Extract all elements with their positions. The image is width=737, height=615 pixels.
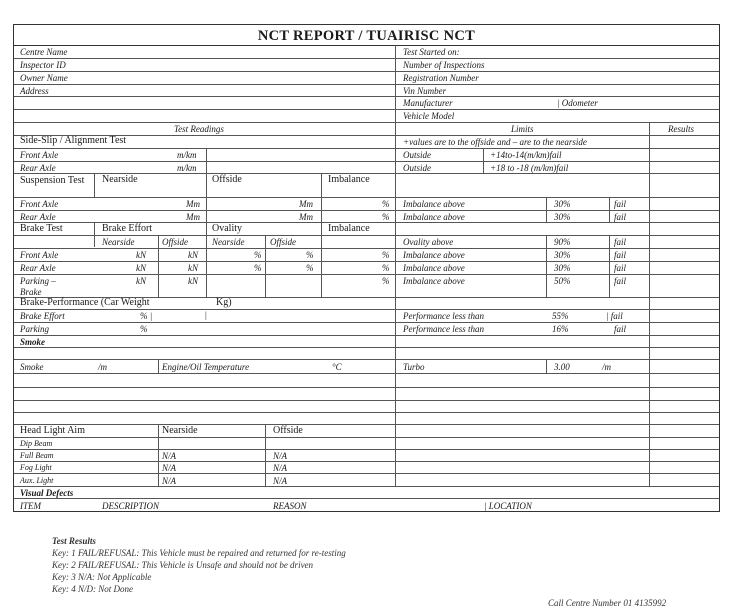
- aux-light-offside: N/A: [273, 476, 288, 486]
- key-3: Key: 3 N/A: Not Applicable: [52, 572, 152, 582]
- ovality-limit: Ovality above: [403, 237, 454, 247]
- perf-parking-result: fail: [614, 324, 627, 334]
- brake-imbalance-header: Imbalance: [328, 223, 370, 234]
- test-results-heading: Test Results: [52, 536, 96, 546]
- engine-temp-label: Engine/Oil Temperature: [162, 362, 250, 372]
- rule: [14, 322, 719, 323]
- aux-light-nearside: N/A: [162, 476, 177, 486]
- perf-parking-label: Parking: [20, 324, 49, 334]
- rule: [14, 373, 719, 374]
- brake-rear-limit: Imbalance above: [403, 263, 465, 273]
- column-divider: [483, 148, 484, 173]
- brake-front-e2: kN: [188, 250, 198, 260]
- perf-brake-effort-result: | fail: [606, 311, 623, 321]
- fog-light-nearside: N/A: [162, 463, 177, 473]
- suspension-rear-result: fail: [614, 212, 627, 222]
- brake-ovality-offside: Offside: [270, 237, 296, 247]
- suspension-front-label: Front Axle: [20, 199, 59, 209]
- side-slip-title: Side-Slip / Alignment Test: [20, 135, 127, 146]
- visual-description-header: DESCRIPTION: [102, 501, 159, 511]
- key-1: Key: 1 FAIL/REFUSAL: This Vehicle must be repaired and returned for re-testing: [52, 548, 346, 558]
- brake-front-e1: kN: [136, 250, 146, 260]
- key-4: Key: 4 N/D: Not Done: [52, 584, 133, 594]
- full-beam-nearside: N/A: [162, 451, 177, 461]
- column-divider: [94, 222, 95, 247]
- brake-front-limit: Imbalance above: [403, 250, 465, 260]
- inspector-id-label: Inspector ID: [20, 60, 66, 70]
- rule: [14, 161, 719, 162]
- brake-effort-nearside: Nearside: [102, 237, 135, 247]
- brake-front-result: fail: [614, 250, 627, 260]
- rule: [14, 109, 719, 110]
- turbo-label: Turbo: [403, 362, 425, 372]
- suspension-offside: Offside: [212, 174, 242, 185]
- side-slip-rear-unit: m/km: [177, 163, 197, 173]
- column-divider: [321, 222, 322, 297]
- side-slip-front-label: Front Axle: [20, 150, 59, 160]
- column-divider: [395, 45, 396, 486]
- call-centre-number: Call Centre Number 01 4135992: [548, 598, 667, 608]
- rule: [14, 400, 719, 401]
- suspension-nearside: Nearside: [102, 174, 138, 185]
- full-beam-offside: N/A: [273, 451, 288, 461]
- perf-parking-value: 16%: [552, 324, 569, 334]
- side-slip-rear-value: +18 to -18 (m/km)fail: [490, 163, 569, 173]
- suspension-rear-unit-n: Mm: [186, 212, 200, 222]
- full-beam-label: Full Beam: [20, 451, 54, 460]
- side-slip-rear-limit: Outside: [403, 163, 431, 173]
- dip-beam-label: Dip Beam: [20, 439, 53, 448]
- perf-brake-effort-label: Brake Effort: [20, 311, 65, 321]
- column-divider: [649, 122, 650, 486]
- brake-parking-label: Parking –: [20, 276, 56, 286]
- rule: [14, 58, 719, 59]
- registration-label: Registration Number: [403, 73, 479, 83]
- turbo-value: 3.00: [554, 362, 570, 372]
- suspension-imbalance: Imbalance: [328, 174, 370, 185]
- rule: [14, 449, 719, 450]
- manufacturer-label: Manufacturer: [403, 98, 453, 108]
- test-readings-header: Test Readings: [174, 124, 224, 134]
- brake-front-label: Front Axle: [20, 250, 59, 260]
- suspension-front-limit: Imbalance above: [403, 199, 465, 209]
- limits-header: Limits: [511, 124, 534, 134]
- side-slip-note: +values are to the offside and – are to the nearside: [403, 137, 587, 147]
- performance-kg: Kg): [216, 297, 232, 308]
- visual-item-header: ITEM: [20, 501, 41, 511]
- brake-parking-label-2: Brake: [20, 287, 42, 297]
- headlight-title: Head Light Aim: [20, 425, 85, 436]
- column-divider: [609, 197, 610, 222]
- suspension-front-unit-i: %: [382, 199, 390, 209]
- rule: [14, 71, 719, 72]
- odometer-label: | Odometer: [557, 98, 598, 108]
- rule: [14, 148, 719, 149]
- column-divider: [158, 235, 159, 297]
- column-divider: [158, 359, 159, 373]
- brake-rear-e2: kN: [188, 263, 198, 273]
- brake-front-value: 30%: [554, 250, 571, 260]
- column-divider: [546, 359, 547, 373]
- suspension-rear-value: 30%: [554, 212, 571, 222]
- headlight-offside: Offside: [273, 425, 303, 436]
- rule: [14, 437, 719, 438]
- suspension-rear-limit: Imbalance above: [403, 212, 465, 222]
- brake-front-o1: %: [254, 250, 262, 260]
- column-divider: [206, 173, 207, 222]
- fog-light-label: Fog Light: [20, 463, 52, 472]
- column-divider: [158, 424, 159, 486]
- brake-ovality-header: Ovality: [212, 223, 242, 234]
- rule: [14, 473, 719, 474]
- brake-rear-imb: %: [382, 263, 390, 273]
- results-header: Results: [668, 124, 694, 134]
- owner-name-label: Owner Name: [20, 73, 68, 83]
- visual-location-header: | LOCATION: [484, 501, 532, 511]
- visual-defects-title: Visual Defects: [20, 488, 74, 498]
- brake-front-imb: %: [382, 250, 390, 260]
- test-started-label: Test Started on:: [403, 47, 460, 57]
- perf-parking-unit: %: [140, 324, 148, 334]
- rule: [14, 486, 719, 487]
- rule: [14, 248, 719, 249]
- brake-parking-limit: Imbalance above: [403, 276, 465, 286]
- turbo-unit: /m: [602, 362, 611, 372]
- column-divider: [206, 222, 207, 297]
- address-label: Address: [20, 86, 49, 96]
- column-divider: [546, 235, 547, 297]
- brake-test-title: Brake Test: [20, 223, 63, 234]
- rule: [14, 122, 719, 123]
- brake-rear-o2: %: [306, 263, 314, 273]
- inspections-label: Number of Inspections: [403, 60, 485, 70]
- brake-parking-value: 50%: [554, 276, 571, 286]
- column-divider: [321, 173, 322, 222]
- brake-parking-e1: kN: [136, 276, 146, 286]
- performance-title: Brake-Performance (Car Weight: [20, 297, 150, 308]
- suspension-front-unit-n: Mm: [186, 199, 200, 209]
- rule: [14, 210, 719, 211]
- rule: [14, 274, 719, 275]
- column-divider: [265, 235, 266, 297]
- perf-brake-effort-value: 55%: [552, 311, 569, 321]
- key-2: Key: 2 FAIL/REFUSAL: This Vehicle is Unsafe and should not be driven: [52, 560, 314, 570]
- rule: [14, 424, 719, 425]
- rule: [14, 84, 719, 85]
- rule: [14, 387, 719, 388]
- engine-temp-unit: °C: [332, 362, 342, 372]
- column-divider: [609, 235, 610, 297]
- rule: [14, 96, 719, 97]
- suspension-rear-unit-i: %: [382, 212, 390, 222]
- suspension-title: Suspension Test: [20, 175, 85, 186]
- rule: [14, 261, 719, 262]
- brake-parking-imb: %: [382, 276, 390, 286]
- suspension-front-value: 30%: [554, 199, 571, 209]
- aux-light-label: Aux. Light: [20, 476, 54, 485]
- side-slip-rear-label: Rear Axle: [20, 163, 56, 173]
- rule: [14, 335, 719, 336]
- perf-brake-effort-unit: % |: [140, 311, 153, 321]
- brake-ovality-nearside: Nearside: [212, 237, 245, 247]
- brake-front-o2: %: [306, 250, 314, 260]
- brake-effort-header: Brake Effort: [102, 223, 153, 234]
- rule: [14, 347, 719, 348]
- centre-name-label: Centre Name: [20, 47, 68, 57]
- brake-parking-e2: kN: [188, 276, 198, 286]
- rule: [14, 309, 719, 310]
- column-divider: [206, 148, 207, 173]
- rule: [14, 412, 719, 413]
- vehicle-model-label: Vehicle Model: [403, 111, 455, 121]
- brake-rear-label: Rear Axle: [20, 263, 56, 273]
- brake-rear-e1: kN: [136, 263, 146, 273]
- rule: [14, 359, 719, 360]
- rule: [14, 235, 719, 236]
- rule: [14, 498, 719, 499]
- smoke-title: Smoke: [20, 337, 46, 347]
- rule: [14, 197, 719, 198]
- column-divider: [94, 173, 95, 197]
- brake-parking-result: fail: [614, 276, 627, 286]
- column-divider: [546, 197, 547, 222]
- visual-reason-header: REASON: [273, 501, 307, 511]
- brake-rear-result: fail: [614, 263, 627, 273]
- column-divider: [265, 424, 266, 486]
- brake-rear-o1: %: [254, 263, 262, 273]
- suspension-front-result: fail: [614, 199, 627, 209]
- perf-brake-effort-limit: Performance less than: [403, 311, 484, 321]
- brake-rear-value: 30%: [554, 263, 571, 273]
- nct-report-form: [13, 24, 720, 512]
- ovality-value: 90%: [554, 237, 571, 247]
- perf-parking-limit: Performance less than: [403, 324, 484, 334]
- vin-label: Vin Number: [403, 86, 447, 96]
- ovality-result: fail: [614, 237, 627, 247]
- brake-effort-offside: Offside: [162, 237, 188, 247]
- fog-light-offside: N/A: [273, 463, 288, 473]
- headlight-nearside: Nearside: [162, 425, 198, 436]
- side-slip-front-value: +14to-14(m/km)fail: [490, 150, 562, 160]
- side-slip-front-limit: Outside: [403, 150, 431, 160]
- rule: [14, 461, 719, 462]
- smoke-unit: /m: [98, 362, 107, 372]
- suspension-rear-label: Rear Axle: [20, 212, 56, 222]
- suspension-rear-unit-o: Mm: [299, 212, 313, 222]
- side-slip-front-unit: m/km: [177, 150, 197, 160]
- perf-brake-effort-mark: |: [205, 310, 207, 320]
- page-title: NCT REPORT / TUAIRISC NCT: [14, 25, 719, 46]
- smoke-label: Smoke: [20, 362, 44, 372]
- suspension-front-unit-o: Mm: [299, 199, 313, 209]
